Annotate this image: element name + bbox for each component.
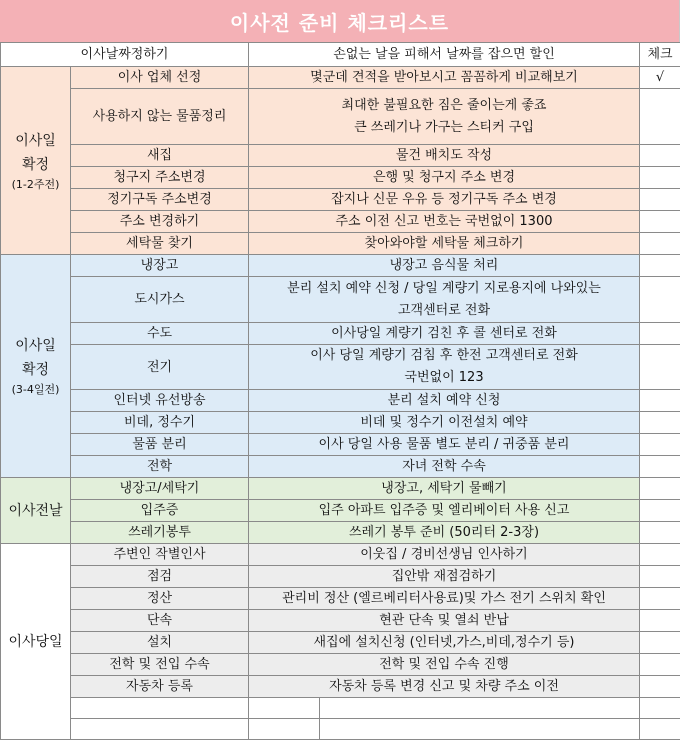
check-cell[interactable]: [640, 500, 681, 522]
check-cell[interactable]: [640, 189, 681, 211]
check-cell[interactable]: [640, 610, 681, 632]
table-row: [1, 89, 681, 145]
table-row: [1, 67, 681, 89]
check-cell[interactable]: [640, 277, 681, 323]
group-label-sub: (1-2주전): [11, 177, 60, 191]
table-row: [1, 255, 681, 277]
empty-cell[interactable]: [320, 719, 640, 740]
check-cell[interactable]: [640, 323, 681, 345]
header-row: [1, 43, 681, 67]
table-row: [1, 566, 681, 588]
check-cell[interactable]: [640, 412, 681, 434]
check-cell[interactable]: [640, 233, 681, 255]
desc-cell[interactable]: 분리 설치 예약 신청 / 당일 계량기 지로용지에 나와있는 고객센터로 전화: [249, 277, 640, 323]
item-cell[interactable]: 전학: [71, 456, 249, 478]
table-row: [1, 654, 681, 676]
desc-cell[interactable]: 냉장고, 세탁기 물빼기: [249, 478, 640, 500]
check-cell[interactable]: [640, 434, 681, 456]
table-row: [1, 145, 681, 167]
desc-cell[interactable]: 물건 배치도 작성: [249, 145, 640, 167]
check-cell[interactable]: [640, 167, 681, 189]
item-cell[interactable]: 정산: [71, 588, 249, 610]
table-row: [1, 456, 681, 478]
desc-cell[interactable]: 이사 당일 계량기 검침 후 한전 고객센터로 전화 국번없이 123: [249, 345, 640, 390]
check-cell[interactable]: [640, 345, 681, 390]
item-cell[interactable]: 냉장고/세탁기: [71, 478, 249, 500]
table-row: [1, 277, 681, 323]
check-cell[interactable]: [640, 67, 681, 89]
check-cell[interactable]: [640, 211, 681, 233]
check-cell[interactable]: [640, 654, 681, 676]
group-label-main: 이사일 확정: [15, 132, 56, 173]
checkmark-icon: √: [655, 70, 665, 85]
desc-cell[interactable]: 전학 및 전입 수속 진행: [249, 654, 640, 676]
item-cell[interactable]: 입주증: [71, 500, 249, 522]
item-cell[interactable]: 자동차 등록: [71, 676, 249, 698]
item-cell[interactable]: 수도: [71, 323, 249, 345]
sheet-title: 이사전 준비 체크리스트: [0, 0, 680, 42]
empty-cell[interactable]: [320, 698, 640, 719]
table-row: [1, 167, 681, 189]
table-row: [1, 632, 681, 654]
empty-row: [1, 719, 681, 740]
item-cell[interactable]: 설치: [71, 632, 249, 654]
table-row: [1, 345, 681, 390]
item-cell[interactable]: 단속: [71, 610, 249, 632]
empty-cell[interactable]: [71, 698, 249, 719]
group-label-main: 이사전날: [8, 502, 63, 519]
item-cell[interactable]: 정기구독 주소변경: [71, 189, 249, 211]
desc-cell[interactable]: 이사 당일 사용 물품 별도 분리 / 귀중품 분리: [249, 434, 640, 456]
table-row: [1, 676, 681, 698]
table-row: [1, 189, 681, 211]
item-cell[interactable]: 전학 및 전입 수속: [71, 654, 249, 676]
empty-cell[interactable]: [71, 719, 249, 740]
desc-cell[interactable]: 쓰레기 봉투 준비 (50리터 2-3장): [249, 522, 640, 544]
desc-cell[interactable]: 최대한 불필요한 짐은 줄이는게 좋죠 큰 쓰레기나 가구는 스티커 구입: [249, 89, 640, 145]
item-cell[interactable]: 사용하지 않는 물품정리: [71, 89, 249, 145]
table-row: [1, 588, 681, 610]
table-row: [1, 412, 681, 434]
check-cell[interactable]: [640, 522, 681, 544]
table-row: [1, 323, 681, 345]
check-cell[interactable]: [640, 456, 681, 478]
item-cell[interactable]: 도시가스: [71, 277, 249, 323]
desc-cell[interactable]: 새집에 설치신청 (인터넷,가스,비데,정수기 등): [249, 632, 640, 654]
table-row: [1, 500, 681, 522]
desc-cell[interactable]: 자녀 전학 수속: [249, 456, 640, 478]
group-label-2[interactable]: [1, 255, 71, 478]
desc-cell[interactable]: 관리비 정산 (엘르베리터사용료)및 가스 전기 스위치 확인: [249, 588, 640, 610]
item-cell[interactable]: 냉장고: [71, 255, 249, 277]
check-cell[interactable]: [640, 566, 681, 588]
empty-cell[interactable]: [249, 698, 320, 719]
group-label-main: 이사일 확정: [15, 338, 56, 378]
desc-cell[interactable]: 주소 이전 신고 번호는 국번없이 1300: [249, 211, 640, 233]
desc-cell[interactable]: 이사당일 계량기 검친 후 콜 센터로 전화: [249, 323, 640, 345]
table-row: [1, 434, 681, 456]
group-label-sub: (3-4일전): [11, 383, 60, 396]
table-row: [1, 544, 681, 566]
check-cell[interactable]: [640, 588, 681, 610]
group-label-4[interactable]: [1, 544, 71, 740]
table-row: [1, 233, 681, 255]
desc-cell[interactable]: 잡지나 신문 우유 등 정기구독 주소 변경: [249, 189, 640, 211]
header-moving-date[interactable]: 이사날짜정하기: [1, 43, 249, 67]
desc-cell[interactable]: 집안밖 재점검하기: [249, 566, 640, 588]
desc-cell[interactable]: 현관 단속 및 열쇠 반납: [249, 610, 640, 632]
item-cell[interactable]: 전기: [71, 345, 249, 390]
item-cell[interactable]: 쓰레기봉투: [71, 522, 249, 544]
empty-cell[interactable]: [640, 698, 681, 719]
desc-cell[interactable]: 몇군데 견적을 받아보시고 꼼꼼하게 비교해보기: [249, 67, 640, 89]
checklist-table: [0, 42, 681, 740]
item-cell[interactable]: 비데, 정수기: [71, 412, 249, 434]
item-cell[interactable]: 새집: [71, 145, 249, 167]
table-row: [1, 522, 681, 544]
desc-cell[interactable]: 비데 및 정수기 이전설치 예약: [249, 412, 640, 434]
empty-cell[interactable]: [640, 719, 681, 740]
table-row: [1, 610, 681, 632]
empty-row: [1, 698, 681, 719]
check-cell[interactable]: [640, 390, 681, 412]
item-cell[interactable]: 청구지 주소변경: [71, 167, 249, 189]
table-row: [1, 211, 681, 233]
item-cell[interactable]: 점검: [71, 566, 249, 588]
item-cell[interactable]: 물품 분리: [71, 434, 249, 456]
item-cell[interactable]: 주소 변경하기: [71, 211, 249, 233]
desc-cell[interactable]: 자동차 등록 변경 신고 및 차량 주소 이전: [249, 676, 640, 698]
group-label-3[interactable]: [1, 478, 71, 544]
header-discount-tip[interactable]: 손없는 날을 피해서 날짜를 잡으면 할인: [249, 43, 640, 67]
item-cell[interactable]: 이사 업체 선정: [71, 67, 249, 89]
item-cell[interactable]: 인터넷 유선방송: [71, 390, 249, 412]
table-row: [1, 478, 681, 500]
header-check[interactable]: 체크: [640, 43, 681, 67]
check-cell[interactable]: [640, 89, 681, 145]
group-label-main: 이사당일: [8, 633, 63, 650]
group-label-1[interactable]: [1, 67, 71, 255]
check-cell[interactable]: [640, 255, 681, 277]
check-cell[interactable]: [640, 145, 681, 167]
desc-cell[interactable]: 분리 설치 예약 신청: [249, 390, 640, 412]
desc-cell[interactable]: 이웃집 / 경비선생님 인사하기: [249, 544, 640, 566]
item-cell[interactable]: 주변인 작별인사: [71, 544, 249, 566]
check-cell[interactable]: [640, 478, 681, 500]
table-row: [1, 390, 681, 412]
check-cell[interactable]: [640, 632, 681, 654]
check-cell[interactable]: [640, 544, 681, 566]
desc-cell[interactable]: 은행 및 청구지 주소 변경: [249, 167, 640, 189]
empty-cell[interactable]: [249, 719, 320, 740]
check-cell[interactable]: [640, 676, 681, 698]
desc-cell[interactable]: 입주 아파트 입주증 및 엘리베이터 사용 신고: [249, 500, 640, 522]
desc-cell[interactable]: 냉장고 음식물 처리: [249, 255, 640, 277]
sheet-margin: [680, 0, 691, 752]
desc-cell[interactable]: 찾아와야할 세탁물 체크하기: [249, 233, 640, 255]
item-cell[interactable]: 세탁물 찾기: [71, 233, 249, 255]
